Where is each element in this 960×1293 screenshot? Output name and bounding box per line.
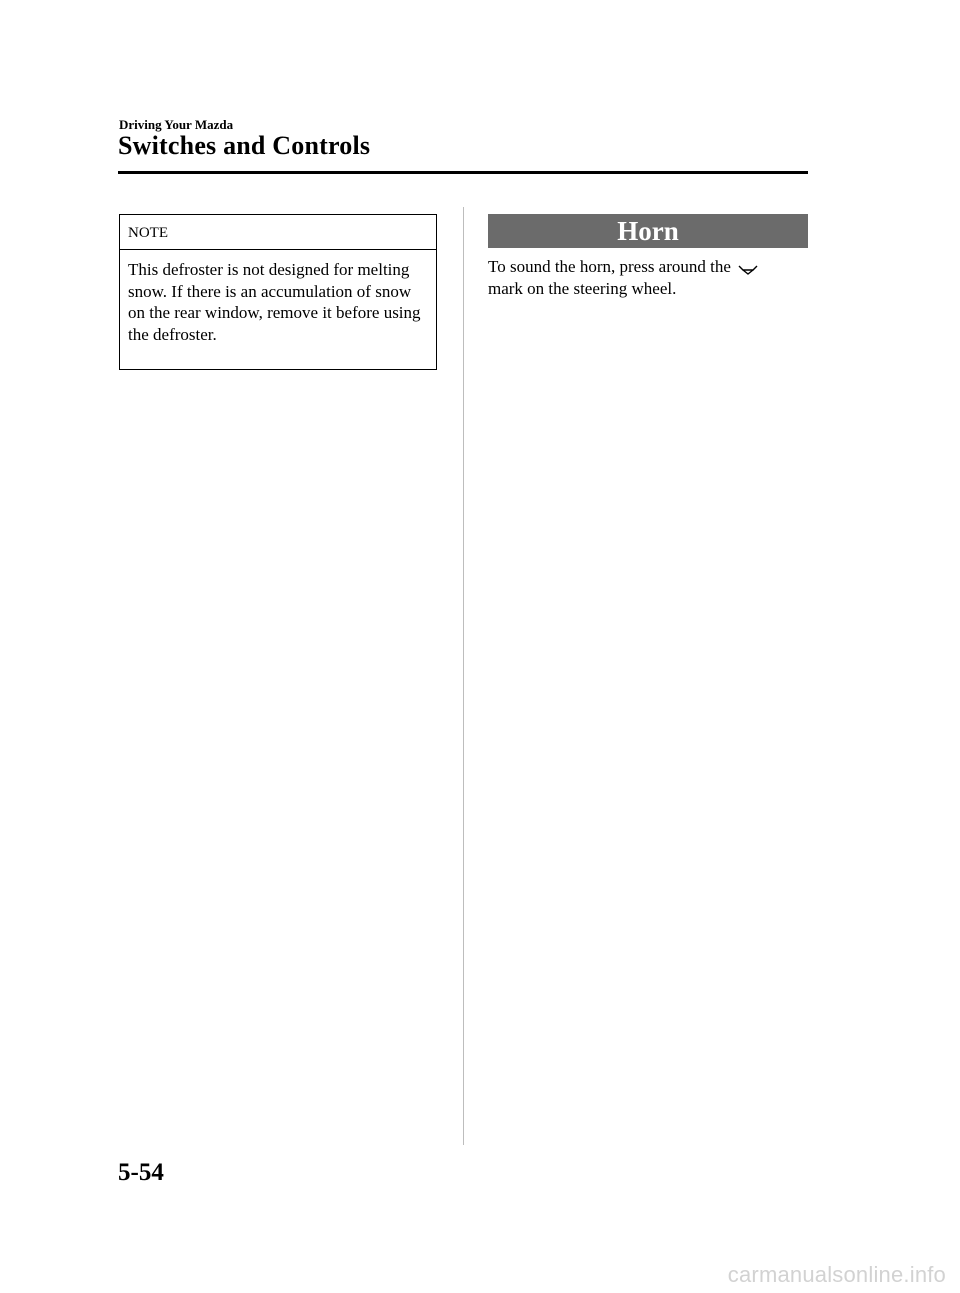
note-text: This defroster is not designed for melting snow. If there is an accumulation of snow on the rear window, remove it before using the defroster. [128,260,421,344]
watermark: carmanualsonline.info [727,1262,946,1287]
chapter-label: Driving Your Mazda [119,117,234,132]
horn-icon [737,261,759,275]
note-divider [120,249,436,250]
note-label: NOTE [128,225,168,241]
horn-text-before: To sound the horn, press around the [488,257,731,276]
title-rule [118,171,808,174]
horn-section-heading: Horn [488,214,808,248]
horn-text-after: mark on the steering wheel. [488,279,677,298]
horn-instructions [488,256,808,300]
note-box [119,214,437,370]
column-divider [463,207,464,1145]
page-title: Switches and Controls [118,131,371,160]
page-number: 5-54 [118,1159,164,1186]
